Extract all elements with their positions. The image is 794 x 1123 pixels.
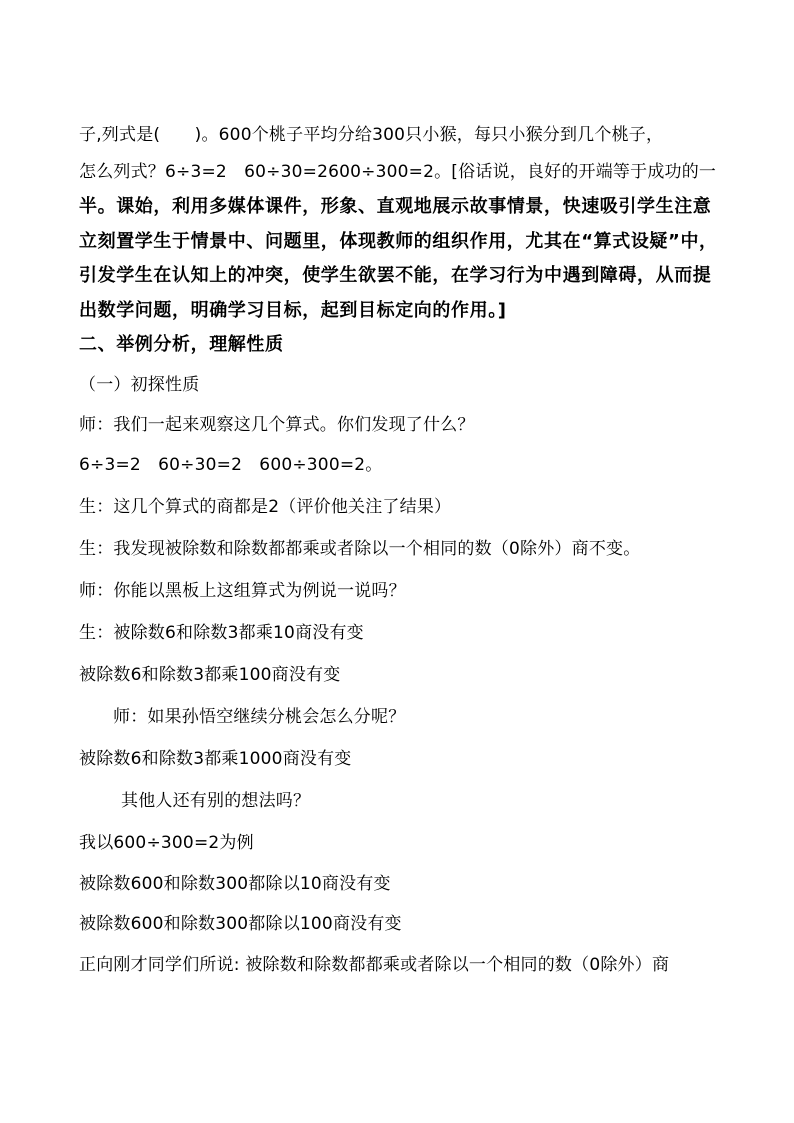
dialogue-line: 其他人还有别的想法吗？ [121,791,311,811]
equation-line: 6÷3=2 60÷30=2 600÷300=2。 [79,455,383,475]
commentary-line: 半。课始，利用多媒体课件，形象、直观地展示故事情景，快速吸引学生注意 [79,196,712,217]
dialogue-line: 正向刚才同学们所说: 被除数和除数都都乘或者除以一个相同的数（0除外）商 [79,955,670,975]
dialogue-line: 生：被除数6和除数3都乘10商没有变 [79,623,364,643]
dialogue-line: 生：我发现被除数和除数都都乘或者除以一个相同的数（0除外）商不变。 [79,539,641,559]
dialogue-line: 师：你能以黑板上这组算式为例说一说吗？ [79,581,406,601]
paragraph-line: 子,列式是( )。600个桃子平均分给300只小猴，每只小猴分到几个桃子， [79,125,664,145]
dialogue-line: 被除数600和除数300都除以10商没有变 [79,874,391,894]
dialogue-line: 被除数6和除数3都乘100商没有变 [79,665,341,685]
commentary-line: 出数学问题，明确学习目标，起到目标定向的作用。] [79,300,507,321]
dialogue-line: 生：这几个算式的商都是2（评价他关注了结果） [79,497,452,517]
dialogue-line: 被除数600和除数300都除以100商没有变 [79,914,402,934]
commentary-line: 引发学生在认知上的冲突，使学生欲罢不能，在学习行为中遇到障碍，从而提 [79,265,712,286]
dialogue-line: 师：如果孙悟空继续分桃会怎么分呢？ [113,707,406,727]
commentary-line: 立刻置学生于情景中、问题里，体现教师的组织作用，尤其在“算式设疑”中， [79,231,718,252]
dialogue-line: 我以600÷300=2为例 [79,833,254,853]
section-heading: 二、举例分析，理解性质 [79,334,284,355]
paragraph-line: 怎么列式？6÷3=2 60÷30=2600÷300=2。[俗话说，良好的开端等于成功的一 [79,162,717,182]
dialogue-line: 被除数6和除数3都乘1000商没有变 [79,749,352,769]
subsection-heading: （一）初探性质 [79,375,200,395]
dialogue-line: 师：我们一起来观察这几个算式。你们发现了什么？ [79,415,475,435]
